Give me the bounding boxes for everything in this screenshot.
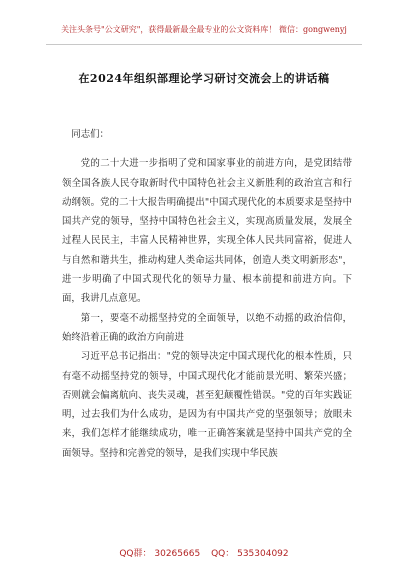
salutation: 同志们： <box>71 129 109 140</box>
paragraph-2: 第一，要毫不动摇坚持党的全面领导，以绝不动摇的政治信仰，始终沿着正确的政治方向前进 <box>62 312 352 343</box>
document-body <box>62 125 352 463</box>
header-divider <box>46 44 362 45</box>
paragraph-3: 习近平总书记指出："党的领导决定中国式现代化的根本性质，只有毫不动摇坚持党的领导，中国式现代化才能前景光明、繁荣兴盛；否则就会偏离航向、丧失灵魂，甚至犯颠覆性错误。"党的百年实践证明，过去我们为什么成功，是因为有中国共产党的坚强领导；放眼未来，我们怎样才能继续成功，唯一正确答案就是坚持中国共产党的全面领导。坚持和完善党的领导，是我们实现中华民族 <box>62 351 352 459</box>
footer-qq-group: QQ群： 30265665 <box>119 549 201 559</box>
document-title: 在2024年组织部理论学习研讨交流会上的讲话稿 <box>78 72 330 85</box>
page-footer <box>0 546 408 559</box>
footer-qq: QQ： 535304092 <box>211 549 289 559</box>
page-header-notice: 关注头条号"公文研究"，获得最新最全最专业的公文资料库！ 微信：gongwenyj <box>61 25 347 34</box>
paragraph-1: 党的二十大进一步指明了党和国家事业的前进方向，是党团结带领全国各族人民夺取新时代中国特色社会主义新胜利的政治宣言和行动纲领。党的二十大报告明确提出"中国式现代化的本质要求是坚持中国共产党的领导，坚持中国特色社会主义，实现高质量发展，发展全过程人民民主，丰富人民精神世界，实现全体人民共同富裕，促进人与自然和谐共生，推动构建人类命运共同体，创造人类文明新形态"，进一步明确了中国式现代化的领导力量、根本前提和前进方向。下面，我讲几点意见。 <box>62 158 352 305</box>
